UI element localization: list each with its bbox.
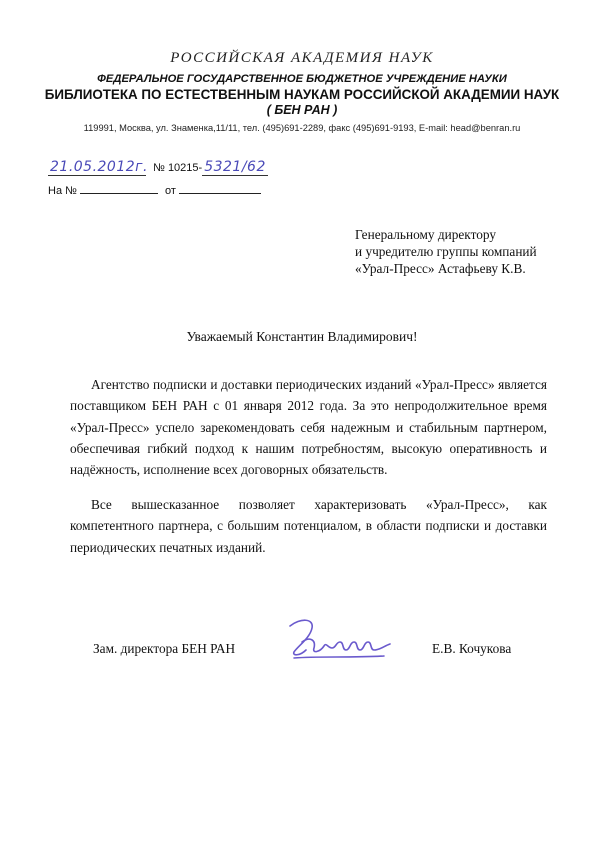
org-line-1: ФЕДЕРАЛЬНОЕ ГОСУДАРСТВЕННОЕ БЮДЖЕТНОЕ УЧРЕЖДЕНИЕ НАУКИ: [97, 73, 507, 85]
org-line-3: ( БЕН РАН ): [266, 103, 338, 117]
addressee-block: [355, 226, 537, 277]
salutation: Уважаемый Константин Владимирович!: [186, 329, 418, 344]
addressee-line: и учредителю группы компаний: [355, 244, 537, 259]
number-prefix: 10215-: [167, 162, 203, 174]
reply-to-label: На №: [48, 185, 77, 197]
signatory-name: Е.В. Кочукова: [432, 641, 512, 656]
org-line-2: БИБЛИОТЕКА ПО ЕСТЕСТВЕННЫМ НАУКАМ РОССИЙСКОЙ АКАДЕМИИ НАУК: [44, 87, 560, 102]
from-label: от: [165, 185, 176, 197]
handwritten-date: 21.05.2012г.: [50, 159, 148, 175]
handwritten-number: 5321/62: [204, 159, 266, 175]
incoming-reference: [48, 183, 261, 197]
signatory-title: Зам. директора БЕН РАН: [93, 641, 236, 656]
number-label: №: [153, 162, 165, 174]
handwritten-signature: [280, 612, 400, 668]
reply-number-blank: [80, 183, 158, 194]
outgoing-reference: [48, 159, 268, 176]
body-paragraph: Все вышесказанное позволяет характеризовать «Урал-Пресс», как компетентного партнера, с большим потенциалом, в области подписки и доставки периодических печатных изданий.: [70, 497, 547, 555]
reply-date-blank: [179, 183, 261, 194]
addressee-line: Генеральному директору: [355, 227, 496, 242]
addressee-line: «Урал-Пресс» Астафьеву К.В.: [355, 261, 526, 276]
academy-name: РОССИЙСКАЯ АКАДЕМИЯ НАУК: [170, 50, 434, 66]
body-paragraph: Агентство подписки и доставки периодических изданий «Урал-Пресс» является поставщиком БЕН РАН с 01 января 2012 года. За это непродолжительное время «Урал-Пресс» успело зарекомендовать себя надежным и стабильным партнером, обеспечивая гибкий подход к нашим потребностям, высокую оперативность и надёжность, исполнение всех договорных обязательств.: [70, 377, 547, 478]
org-address: 119991, Москва, ул. Знаменка,11/11, тел. (495)691-2289, факс (495)691-9193, E-mail: head@benran.ru: [83, 123, 521, 133]
